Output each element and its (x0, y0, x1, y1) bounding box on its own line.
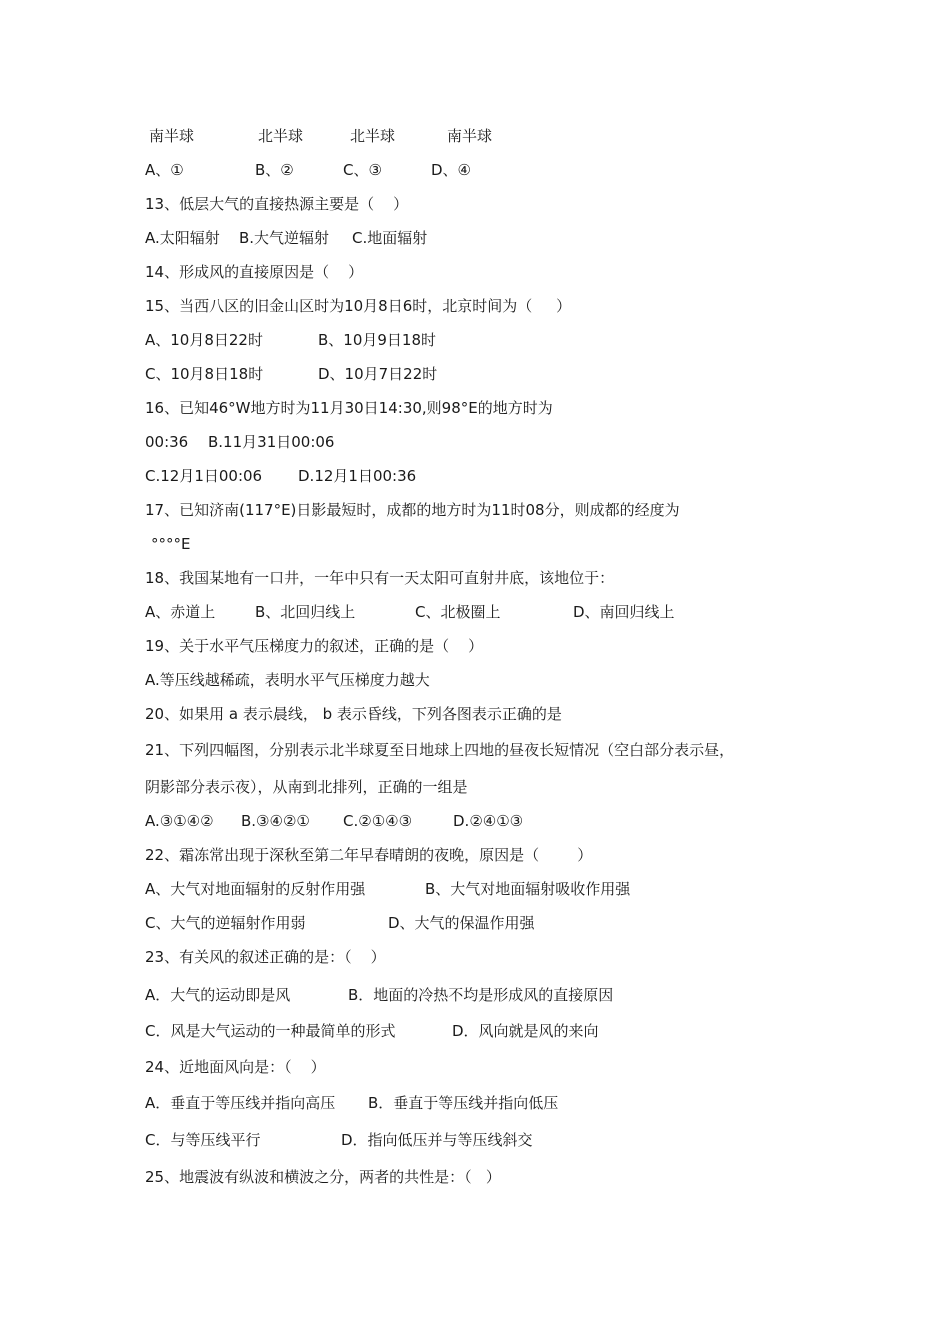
answer-option: D.②④①③ (453, 812, 524, 830)
question-21-stem-line-2: 阴影部分表示夜），从南到北排列，正确的一组是 (145, 778, 468, 796)
answer-option: A、大气对地面辐射的反射作用强 (145, 880, 366, 898)
answer-option: A．垂直于等压线并指向高压 (145, 1094, 336, 1112)
answer-option: A、赤道上 (145, 603, 216, 621)
question-16-stem: 16、已知46°W地方时为11月30日14:30,则98°E的地方时为 (145, 399, 553, 417)
answer-option: A、10月8日22时 (145, 331, 263, 349)
answer-option: C、大气的逆辐射作用弱 (145, 914, 306, 932)
question-23-stem: 23、有关风的叙述正确的是：（ ） (145, 948, 386, 966)
answer-option: B、② (255, 161, 294, 179)
answer-option: B.大气逆辐射 (239, 229, 330, 247)
answer-option: C．风是大气运动的一种最简单的形式 (145, 1022, 396, 1040)
answer-option: D．风向就是风的来向 (452, 1022, 599, 1040)
hemisphere-label: 南半球 (149, 127, 195, 145)
answer-option: D．指向低压并与等压线斜交 (341, 1131, 533, 1149)
answer-option: C．与等压线平行 (145, 1131, 261, 1149)
answer-option: A.③①④② (145, 812, 214, 830)
question-24-stem: 24、近地面风向是：（ ） (145, 1058, 326, 1076)
question-15-stem: 15、当西八区的旧金山区时为10月8日6时，北京时间为（ ） (145, 297, 572, 315)
answer-option: 00:36 (145, 433, 189, 451)
question-22-stem: 22、霜冻常出现于深秋至第二年早春晴朗的夜晚，原因是（ ） (145, 846, 593, 864)
answer-option: A.等压线越稀疏，表明水平气压梯度力越大 (145, 671, 430, 689)
answer-option: D、10月7日22时 (318, 365, 438, 383)
answer-option: D、④ (431, 161, 471, 179)
answer-option: C.地面辐射 (352, 229, 428, 247)
answer-option: A.太阳辐射 (145, 229, 220, 247)
answer-option: B．垂直于等压线并指向低压 (368, 1094, 559, 1112)
answer-option: A、① (145, 161, 184, 179)
answer-option: D、南回归线上 (573, 603, 675, 621)
answer-option: C、③ (343, 161, 382, 179)
question-19-stem: 19、关于水平气压梯度力的叙述，正确的是（ ） (145, 637, 484, 655)
answer-option: B、北回归线上 (255, 603, 356, 621)
answer-option: B.11月31日00:06 (208, 433, 335, 451)
answer-option: C.12月1日00:06 (145, 467, 263, 485)
answer-option: B．地面的冷热不均是形成风的直接原因 (348, 986, 614, 1004)
answer-option: B.③④②① (241, 812, 310, 830)
answer-option: B、大气对地面辐射吸收作用强 (425, 880, 631, 898)
question-20-stem: 20、如果用 a 表示晨线， b 表示昏线，下列各图表示正确的是 (145, 705, 562, 723)
answer-option: C.②①④③ (343, 812, 413, 830)
answer-option: C、10月8日18时 (145, 365, 264, 383)
q17-answer-line: °°°°E (151, 535, 191, 553)
question-25-stem: 25、地震波有纵波和横波之分，两者的共性是：（ ） (145, 1168, 501, 1186)
hemisphere-label: 北半球 (258, 127, 304, 145)
question-21-stem-line-1: 21、下列四幅图，分别表示北半球夏至日地球上四地的昼夜长短情况（空白部分表示昼， (145, 741, 735, 759)
answer-option: B、10月9日18时 (318, 331, 437, 349)
answer-option: C、北极圈上 (415, 603, 501, 621)
question-18-stem: 18、我国某地有一口井，一年中只有一天太阳可直射井底，该地位于： (145, 569, 615, 587)
hemisphere-label: 南半球 (447, 127, 493, 145)
hemisphere-label: 北半球 (350, 127, 396, 145)
question-13-stem: 13、低层大气的直接热源主要是（ ） (145, 195, 409, 213)
answer-option: A．大气的运动即是风 (145, 986, 291, 1004)
answer-option: D.12月1日00:36 (298, 467, 417, 485)
question-14-stem: 14、形成风的直接原因是（ ） (145, 263, 364, 281)
answer-option: D、大气的保温作用强 (388, 914, 535, 932)
question-17-stem: 17、已知济南(117°E)日影最短时，成都的地方时为11时08分，则成都的经度为 (145, 501, 680, 519)
